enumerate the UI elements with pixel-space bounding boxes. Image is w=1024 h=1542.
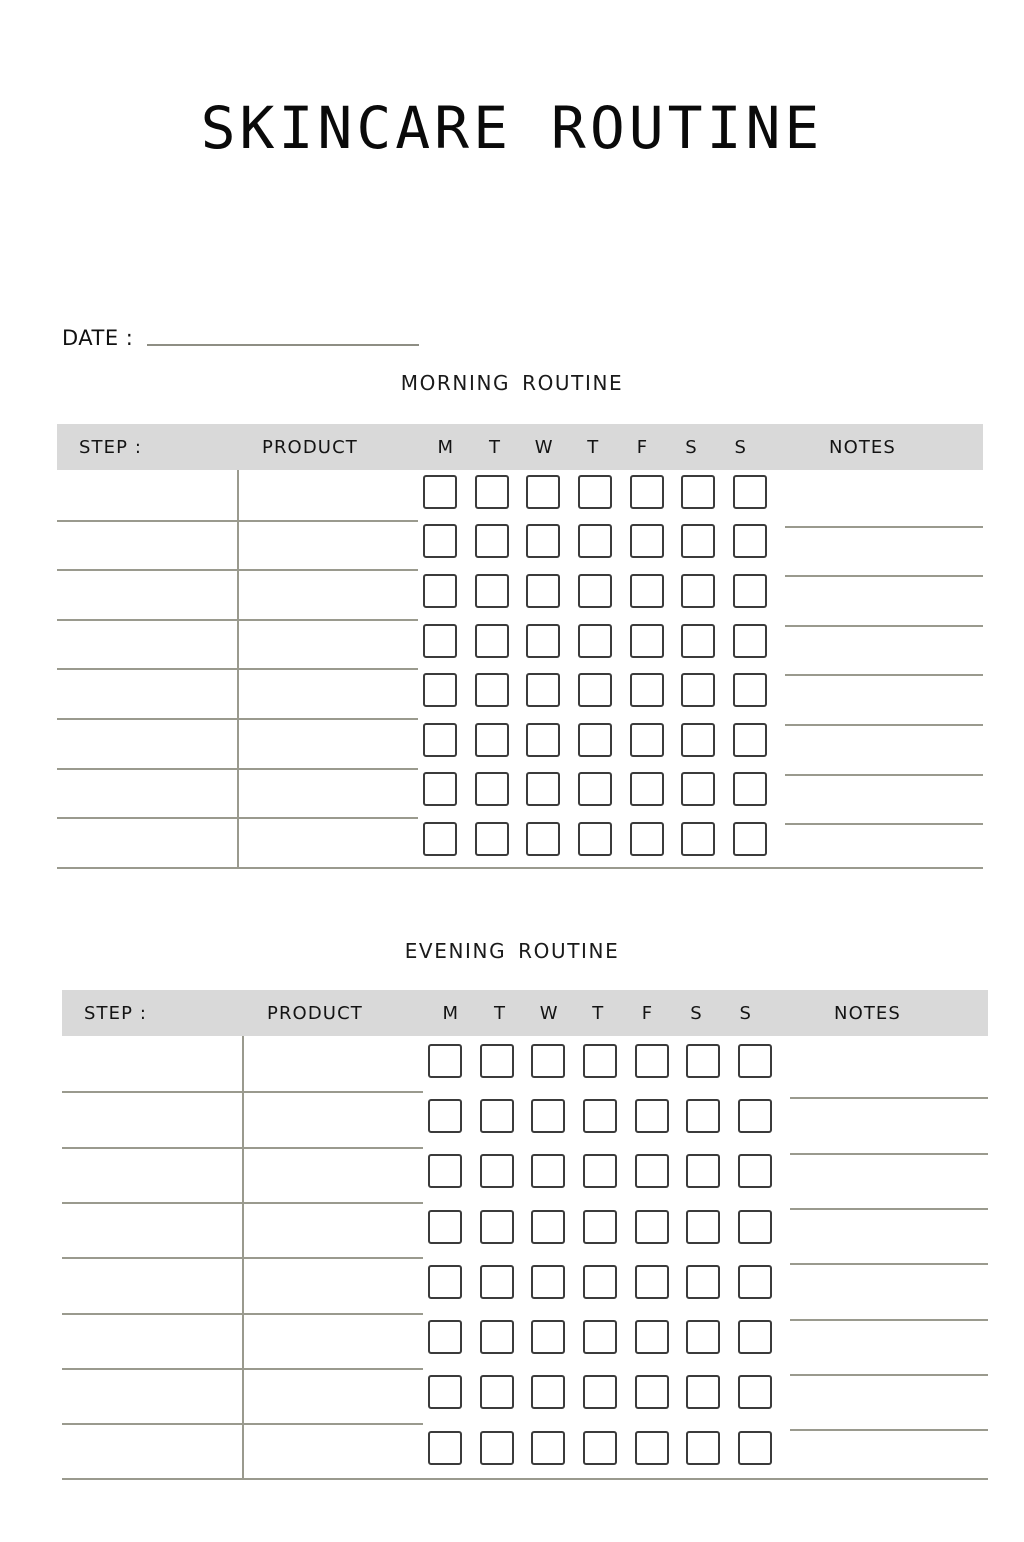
checkbox-morning-row5-t1[interactable] [475,723,509,757]
checkbox-morning-row0-t3[interactable] [578,475,612,509]
day-label-evening-2: W [539,1002,558,1024]
checkbox-morning-row3-w2[interactable] [526,624,560,658]
column-header-days-morning [421,437,765,458]
table-bottom-rule-evening [62,1478,988,1480]
checkbox-morning-row0-f4[interactable] [630,475,664,509]
checkbox-evening-row4-m0[interactable] [428,1265,462,1299]
step-product-write-line[interactable] [62,1423,423,1425]
table-header-morning [57,424,983,470]
checkbox-evening-row3-s6[interactable] [738,1210,772,1244]
date-field[interactable] [62,326,419,350]
checkbox-evening-row6-s5[interactable] [686,1375,720,1409]
checkbox-row [423,524,767,558]
column-header-step-evening: STEP : [84,1002,148,1024]
checkbox-evening-row5-s6[interactable] [738,1320,772,1354]
checkbox-morning-row7-f4[interactable] [630,822,664,856]
table-body-evening [62,1036,988,1484]
step-product-write-line[interactable] [57,619,418,621]
checkbox-morning-row6-s6[interactable] [733,772,767,806]
checkbox-morning-row4-m0[interactable] [423,673,457,707]
checkbox-morning-row4-f4[interactable] [630,673,664,707]
checkbox-morning-row4-s6[interactable] [733,673,767,707]
checkbox-evening-row2-m0[interactable] [428,1154,462,1188]
checkbox-row [423,574,767,608]
checkbox-evening-row2-w2[interactable] [531,1154,565,1188]
checkbox-morning-row4-w2[interactable] [526,673,560,707]
checkbox-row [428,1154,772,1188]
notes-write-line[interactable] [790,1429,988,1431]
checkbox-evening-row2-f4[interactable] [635,1154,669,1188]
checkbox-evening-row0-m0[interactable] [428,1044,462,1078]
checkbox-evening-row5-s5[interactable] [686,1320,720,1354]
checkbox-evening-row1-t1[interactable] [480,1099,514,1133]
step-product-write-line[interactable] [57,768,418,770]
checkbox-morning-row5-t3[interactable] [578,723,612,757]
checkbox-morning-row6-f4[interactable] [630,772,664,806]
column-header-days-evening [426,1003,770,1024]
checkbox-morning-row2-m0[interactable] [423,574,457,608]
checkbox-morning-row7-s5[interactable] [681,822,715,856]
checkbox-morning-row1-t1[interactable] [475,524,509,558]
checkbox-morning-row0-m0[interactable] [423,475,457,509]
step-product-write-line[interactable] [62,1368,423,1370]
checkbox-morning-row1-f4[interactable] [630,524,664,558]
checkbox-evening-row0-s5[interactable] [686,1044,720,1078]
checkbox-morning-row6-m0[interactable] [423,772,457,806]
date-label: DATE : [62,326,134,350]
checkbox-evening-row4-f4[interactable] [635,1265,669,1299]
step-product-write-line[interactable] [62,1091,423,1093]
table-header-evening [62,990,988,1036]
checkbox-evening-row3-w2[interactable] [531,1210,565,1244]
day-label-morning-2: W [534,436,553,458]
day-label-morning-3: T [587,436,599,458]
notes-write-line[interactable] [785,575,983,577]
day-label-evening-4: F [641,1002,653,1024]
page-title: SKINCARE ROUTINE [200,94,824,162]
routine-table-evening [62,990,988,1484]
routine-table-morning [57,424,983,873]
notes-write-line[interactable] [790,1153,988,1155]
checkbox-evening-row0-s6[interactable] [738,1044,772,1078]
checkbox-morning-row3-s5[interactable] [681,624,715,658]
day-label-evening-5: S [690,1002,703,1024]
checkbox-morning-row3-s6[interactable] [733,624,767,658]
column-header-product-morning: PRODUCT [262,436,358,458]
checkbox-morning-row7-t3[interactable] [578,822,612,856]
step-product-write-line[interactable] [57,668,418,670]
step-product-write-line[interactable] [57,520,418,522]
checkbox-morning-row0-s6[interactable] [733,475,767,509]
step-product-write-line[interactable] [62,1257,423,1259]
checkbox-evening-row6-w2[interactable] [531,1375,565,1409]
checkbox-evening-row0-t1[interactable] [480,1044,514,1078]
checkbox-morning-row5-s6[interactable] [733,723,767,757]
checkbox-evening-row5-w2[interactable] [531,1320,565,1354]
checkbox-evening-row0-w2[interactable] [531,1044,565,1078]
checkbox-row [423,822,767,856]
checkbox-row [423,475,767,509]
column-header-product-evening: PRODUCT [267,1002,363,1024]
day-label-morning-1: T [488,436,501,458]
column-header-step-morning: STEP : [79,436,143,458]
notes-write-line[interactable] [785,526,983,528]
step-product-write-line[interactable] [62,1202,423,1204]
checkbox-evening-row0-f4[interactable] [635,1044,669,1078]
checkbox-morning-row3-f4[interactable] [630,624,664,658]
checkbox-morning-row2-s6[interactable] [733,574,767,608]
checkbox-morning-row4-s5[interactable] [681,673,715,707]
step-product-write-line[interactable] [57,718,418,720]
checkbox-row [428,1265,772,1299]
checkbox-evening-row0-t3[interactable] [583,1044,617,1078]
checkbox-evening-row2-s5[interactable] [686,1154,720,1188]
checkbox-evening-row3-m0[interactable] [428,1210,462,1244]
checkbox-evening-row4-s5[interactable] [686,1265,720,1299]
checkbox-evening-row1-m0[interactable] [428,1099,462,1133]
checkbox-morning-row7-t1[interactable] [475,822,509,856]
day-label-evening-6: S [739,1002,752,1024]
checkbox-evening-row6-t3[interactable] [583,1375,617,1409]
notes-write-line[interactable] [785,674,983,676]
checkbox-row [423,723,767,757]
checkbox-evening-row5-t1[interactable] [480,1320,514,1354]
checkbox-morning-row2-f4[interactable] [630,574,664,608]
checkbox-evening-row1-f4[interactable] [635,1099,669,1133]
checkbox-row [423,673,767,707]
notes-write-line[interactable] [790,1374,988,1376]
step-product-write-line[interactable] [62,1147,423,1149]
checkbox-evening-row5-t3[interactable] [583,1320,617,1354]
checkbox-evening-row4-t3[interactable] [583,1265,617,1299]
day-label-evening-0: M [442,1002,459,1024]
day-label-morning-5: S [685,436,698,458]
step-product-write-line[interactable] [57,817,418,819]
checkbox-evening-row2-t3[interactable] [583,1154,617,1188]
table-bottom-rule-morning [57,867,983,869]
checkbox-morning-row0-w2[interactable] [526,475,560,509]
checkbox-evening-row1-w2[interactable] [531,1099,565,1133]
step-product-write-line[interactable] [57,569,418,571]
checkbox-evening-row6-m0[interactable] [428,1375,462,1409]
checkbox-morning-row6-t1[interactable] [475,772,509,806]
day-label-evening-3: T [592,1002,604,1024]
column-header-notes-evening: NOTES [834,1002,901,1024]
notes-write-line[interactable] [790,1319,988,1321]
checkbox-evening-row2-t1[interactable] [480,1154,514,1188]
checkbox-evening-row4-s6[interactable] [738,1265,772,1299]
checkbox-morning-row7-w2[interactable] [526,822,560,856]
notes-write-line[interactable] [785,625,983,627]
checkbox-evening-row5-f4[interactable] [635,1320,669,1354]
checkbox-evening-row6-s6[interactable] [738,1375,772,1409]
checkbox-evening-row6-f4[interactable] [635,1375,669,1409]
checkbox-morning-row2-s5[interactable] [681,574,715,608]
table-body-morning [57,470,983,873]
checkbox-evening-row1-t3[interactable] [583,1099,617,1133]
notes-write-line[interactable] [790,1263,988,1265]
checkbox-morning-row5-f4[interactable] [630,723,664,757]
checkbox-morning-row3-t3[interactable] [578,624,612,658]
checkbox-morning-row6-s5[interactable] [681,772,715,806]
checkbox-evening-row6-t1[interactable] [480,1375,514,1409]
checkbox-morning-row0-s5[interactable] [681,475,715,509]
checkbox-morning-row1-m0[interactable] [423,524,457,558]
notes-write-line[interactable] [785,823,983,825]
day-label-morning-4: F [636,436,648,458]
checkbox-morning-row1-s6[interactable] [733,524,767,558]
section-title-evening: EVENING ROUTINE [404,939,620,963]
checkbox-morning-row6-w2[interactable] [526,772,560,806]
checkbox-row [423,772,767,806]
checkbox-evening-row1-s5[interactable] [686,1099,720,1133]
checkbox-morning-row5-m0[interactable] [423,723,457,757]
day-label-morning-6: S [734,436,747,458]
checkbox-morning-row1-t3[interactable] [578,524,612,558]
checkbox-morning-row7-s6[interactable] [733,822,767,856]
column-header-notes-morning: NOTES [829,436,896,458]
checkbox-morning-row2-t3[interactable] [578,574,612,608]
checkbox-evening-row3-f4[interactable] [635,1210,669,1244]
section-title-morning: MORNING ROUTINE [400,371,624,395]
checkbox-row [428,1099,772,1133]
checkbox-evening-row1-s6[interactable] [738,1099,772,1133]
checkbox-evening-row3-t3[interactable] [583,1210,617,1244]
checkbox-morning-row1-s5[interactable] [681,524,715,558]
checkbox-morning-row3-t1[interactable] [475,624,509,658]
checkbox-row [423,624,767,658]
checkbox-evening-row5-m0[interactable] [428,1320,462,1354]
checkbox-morning-row4-t1[interactable] [475,673,509,707]
step-product-write-line[interactable] [62,1313,423,1315]
checkbox-morning-row2-w2[interactable] [526,574,560,608]
checkbox-morning-row0-t1[interactable] [475,475,509,509]
checkbox-evening-row2-s6[interactable] [738,1154,772,1188]
checkbox-row [428,1375,772,1409]
checkbox-evening-row4-t1[interactable] [480,1265,514,1299]
checkbox-morning-row4-t3[interactable] [578,673,612,707]
date-input-line[interactable] [147,344,419,346]
checkbox-row [428,1210,772,1244]
checkbox-morning-row5-s5[interactable] [681,723,715,757]
checkbox-morning-row1-w2[interactable] [526,524,560,558]
checkbox-evening-row3-t1[interactable] [480,1210,514,1244]
day-label-morning-0: M [437,436,454,458]
checkbox-evening-row4-w2[interactable] [531,1265,565,1299]
checkbox-morning-row2-t1[interactable] [475,574,509,608]
checkbox-morning-row6-t3[interactable] [578,772,612,806]
checkbox-row [428,1044,772,1078]
checkbox-morning-row7-m0[interactable] [423,822,457,856]
notes-write-line[interactable] [785,774,983,776]
checkbox-morning-row5-w2[interactable] [526,723,560,757]
checkbox-row [428,1320,772,1354]
notes-write-line[interactable] [785,724,983,726]
day-label-evening-1: T [493,1002,506,1024]
notes-write-line[interactable] [790,1097,988,1099]
checkbox-evening-row3-s5[interactable] [686,1210,720,1244]
notes-write-line[interactable] [790,1208,988,1210]
checkbox-morning-row3-m0[interactable] [423,624,457,658]
